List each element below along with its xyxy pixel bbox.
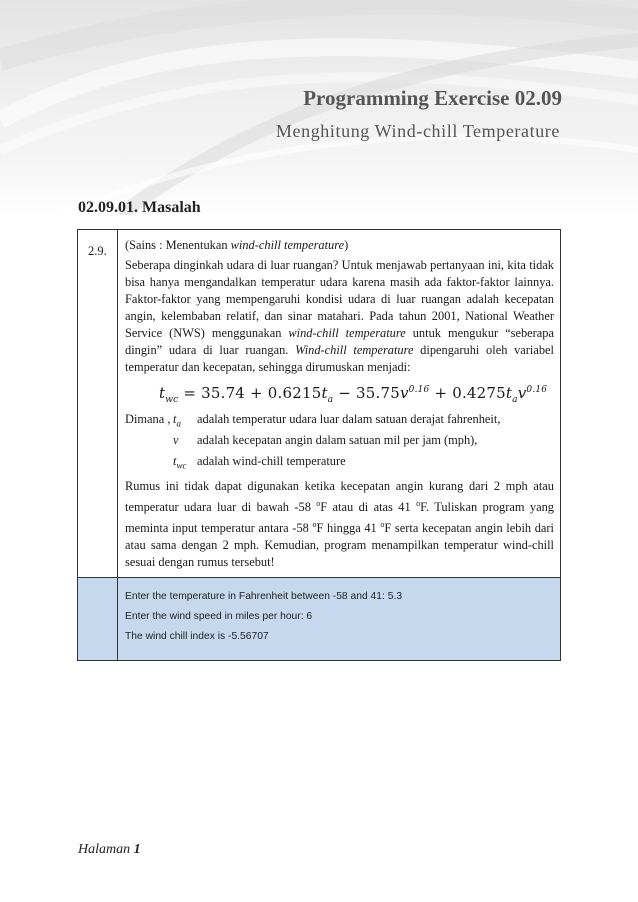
page-number: 1 (133, 842, 141, 857)
problem-paragraph-2: Rumus ini tidak dapat digunakan ketika kecepatan angin kurang dari 2 mph atau temperatur udara luar di bawah -58 $^o$F atau di atas 41 $^o$F. Tuliskan program yang meminta input temperatur antara -58 $^o$F hingga 41 $^o$F serta kecepatan angin lebih dari atau sama dengan 2 mph. Kemudian, program menampilkan temperatur wind-chill sesuai dengan rumus tersebut! (125, 479, 554, 570)
exercise-row (78, 230, 560, 577)
exercise-content (118, 230, 560, 577)
wind-chill-formula: $t_{wc} = 35.74 + 0.6215t_a - 35.75v^{0.16} + 0.4275t_av^{0.16}$ (159, 384, 548, 405)
definition-row: v adalah kecepatan angin dalam satuan mil per jam (mph), (173, 433, 478, 447)
output-line: Enter the wind speed in miles per hour: 6 (125, 611, 313, 623)
page-title: Programming Exercise 02.09 (303, 86, 562, 110)
definition-row: Dimana , $t_a$ adalah temperatur udara luar dalam satuan derajat fahrenheit, (125, 412, 501, 429)
exercise-number: 2.9. (78, 230, 118, 577)
exercise-table (77, 229, 561, 661)
sample-output-row (78, 577, 560, 660)
page-footer: Halaman 1 (78, 842, 141, 857)
definition-row: $t_{wc}$ adalah wind-chill temperature (173, 454, 346, 471)
sample-output (118, 578, 560, 660)
variable-definitions (125, 411, 554, 474)
page-subtitle: Menghitung Wind-chill Temperature (275, 121, 560, 141)
exercise-topic: (Sains : Menentukan wind-chill temperature) (125, 238, 349, 252)
output-line: The wind chill index is -5.56707 (125, 631, 269, 643)
section-heading: 02.09.01. Masalah (78, 199, 201, 216)
problem-paragraph-1: Seberapa dinginkah udara di luar ruangan? Untuk menjawab pertanyaan ini, kita tidak bisa hanya mengandalkan temperatur udara karena masih ada faktor-faktor lainnya. Faktor-faktor yang mempengaruhi kondisi udara di luar ruangan adalah kecepatan angin, kelembaban relatif, dan sinar matahari. Pada tahun 2001, National Weather Service (NWS) menggunakan wind-chill temperature untuk mengukur “seberapa dingin” udara di luar ruangan. Wind-chill temperature dipengaruhi oleh variabel temperatur dan kecepatan, sehingga dirumuskan menjadi: (125, 258, 555, 374)
output-number-cell (78, 578, 118, 660)
output-line: Enter the temperature in Fahrenheit between -58 and 41: 5.3 (125, 591, 403, 603)
